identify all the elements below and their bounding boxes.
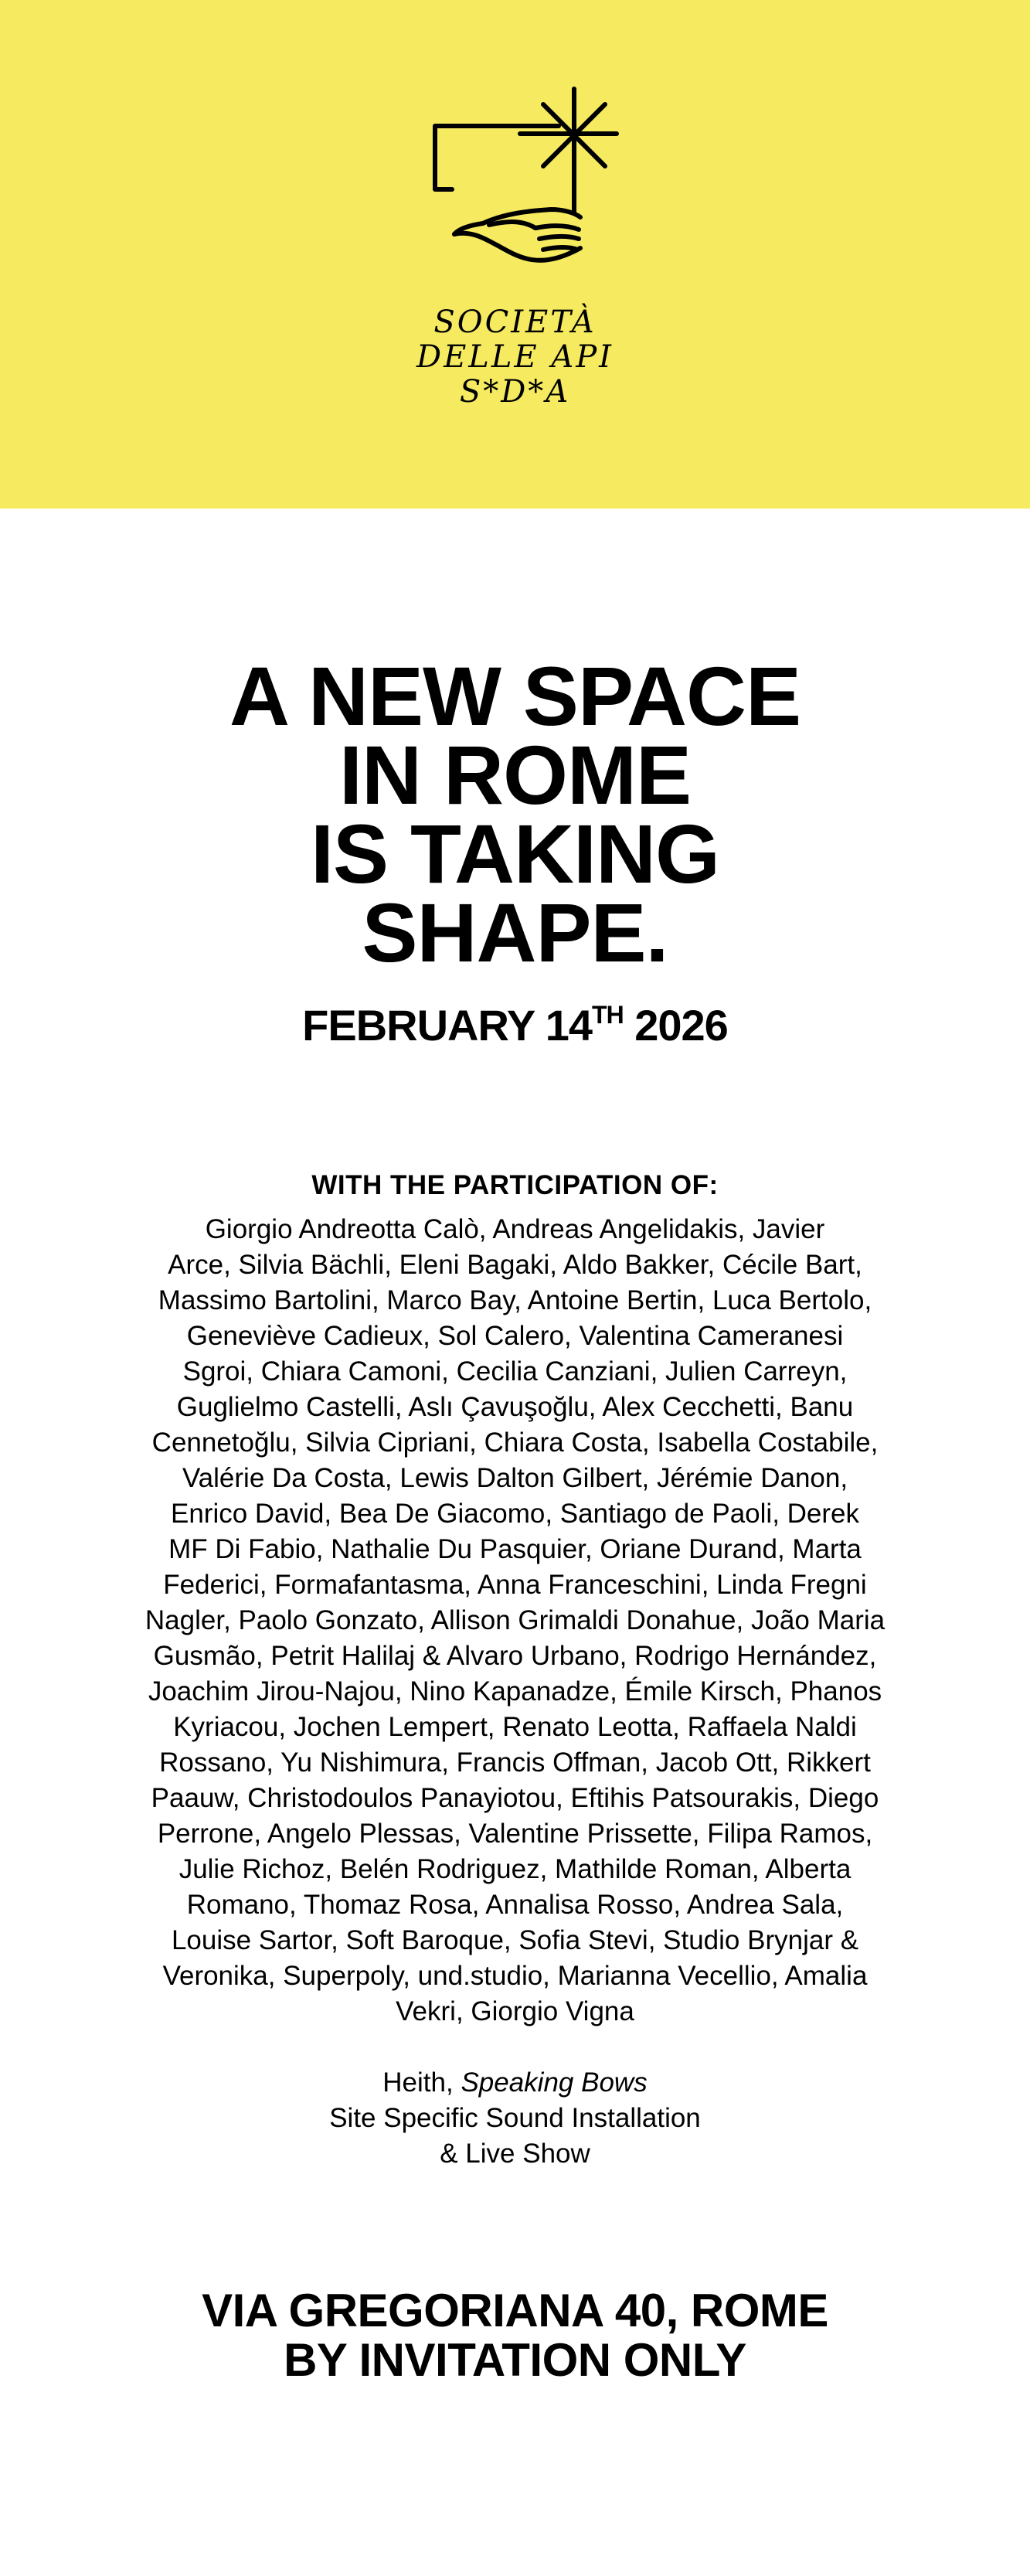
date-year: 2026 xyxy=(623,1001,728,1050)
participants-line: Federici, Formafantasma, Anna Franceschini, Linda Fregni xyxy=(163,1570,867,1600)
participants-line: Arce, Silvia Bächli, Eleni Bagaki, Aldo Bakker, Cécile Bart, xyxy=(168,1250,862,1280)
headline xyxy=(0,649,1030,979)
participants-line: Paauw, Christodoulos Panayiotou, Eftihis Patsourakis, Diego xyxy=(151,1783,879,1813)
participants-line: Joachim Jirou-Najou, Nino Kapanadze, Émile Kirsch, Phanos xyxy=(148,1676,882,1707)
participants-line: Louise Sartor, Soft Baroque, Sofia Stevi, Studio Brynjar & xyxy=(171,1925,859,1955)
installation-type: Site Specific Sound Installation xyxy=(329,2103,701,2133)
address-line: VIA GREGORIANA 40, ROME xyxy=(202,2285,828,2336)
invitation-note: BY INVITATION ONLY xyxy=(284,2334,746,2386)
participants-line: Giorgio Andreotta Calò, Andreas Angelidakis, Javier xyxy=(205,1214,825,1244)
participants-line: MF Di Fabio, Nathalie Du Pasquier, Oriane Durand, Marta xyxy=(168,1534,862,1564)
participants-line: Vekri, Giorgio Vigna xyxy=(396,1996,634,2026)
date-main: FEBRUARY 14 xyxy=(302,1001,593,1050)
headline-line: IS TAKING xyxy=(311,807,719,900)
participants-line: Veronika, Superpoly, und.studio, Marianna Vecellio, Amalia xyxy=(162,1961,868,1991)
installation-artist: Heith, xyxy=(382,2067,461,2098)
participants-line: Gusmão, Petrit Halilaj & Alvaro Urbano, Rodrigo Hernández, xyxy=(153,1641,877,1671)
venue-address xyxy=(0,2286,1030,2385)
participants-line: Guglielmo Castelli, Aslı Çavuşoğlu, Alex Cecchetti, Banu xyxy=(176,1392,854,1422)
hero-banner xyxy=(0,0,1030,509)
participants-line: Romano, Thomaz Rosa, Annalisa Rosso, Andrea Sala, xyxy=(186,1890,844,1920)
participants-line: Massimo Bartolini, Marco Bay, Antoine Bertin, Luca Bertolo, xyxy=(158,1285,872,1315)
participants-line: Sgroi, Chiara Camoni, Cecilia Canziani, Julien Carreyn, xyxy=(182,1356,848,1387)
participants-line: Perrone, Angelo Plessas, Valentine Prissette, Filipa Ramos, xyxy=(157,1819,873,1849)
participants-line: Enrico David, Bea De Giacomo, Santiago de Paoli, Derek xyxy=(170,1499,859,1529)
installation-work: Speaking Bows xyxy=(461,2067,648,2098)
date-ordinal: TH xyxy=(592,1001,624,1029)
participants-line: Geneviève Cadieux, Sol Calero, Valentina Cameranesi xyxy=(186,1321,844,1351)
wordmark-line: DELLE API xyxy=(416,339,614,375)
wordmark-line: SOCIETÀ xyxy=(433,305,597,340)
participants-line: Kyriacou, Jochen Lempert, Renato Leotta, Raffaela Naldi xyxy=(173,1712,857,1742)
headline-line: A NEW SPACE xyxy=(229,649,801,743)
hand-star-logo-icon xyxy=(412,81,628,290)
headline-line: IN ROME xyxy=(338,728,691,822)
participants-line: Rossano, Yu Nishimura, Francis Offman, Jacob Ott, Rikkert xyxy=(159,1747,871,1778)
installation-extra: & Live Show xyxy=(440,2139,590,2169)
participants-line: Nagler, Paolo Gonzato, Allison Grimaldi Donahue, João Maria xyxy=(144,1605,886,1635)
participants-line: Cennetoğlu, Silvia Cipriani, Chiara Costa, Isabella Costabile, xyxy=(151,1428,879,1458)
participants-line: Julie Richoz, Belén Rodriguez, Mathilde Roman, Alberta xyxy=(178,1854,852,1884)
headline-line: SHAPE. xyxy=(362,886,668,979)
installation-credit xyxy=(0,2065,1030,2172)
wordmark-line: S*D*A xyxy=(459,374,571,410)
participation-label: WITH THE PARTICIPATION OF: xyxy=(311,1170,719,1200)
participants-line: Valérie Da Costa, Lewis Dalton Gilbert, Jérémie Danon, xyxy=(182,1463,848,1493)
participants-list xyxy=(116,1212,914,2030)
event-date xyxy=(0,1001,1030,1050)
installation-title-line xyxy=(0,2065,1030,2101)
